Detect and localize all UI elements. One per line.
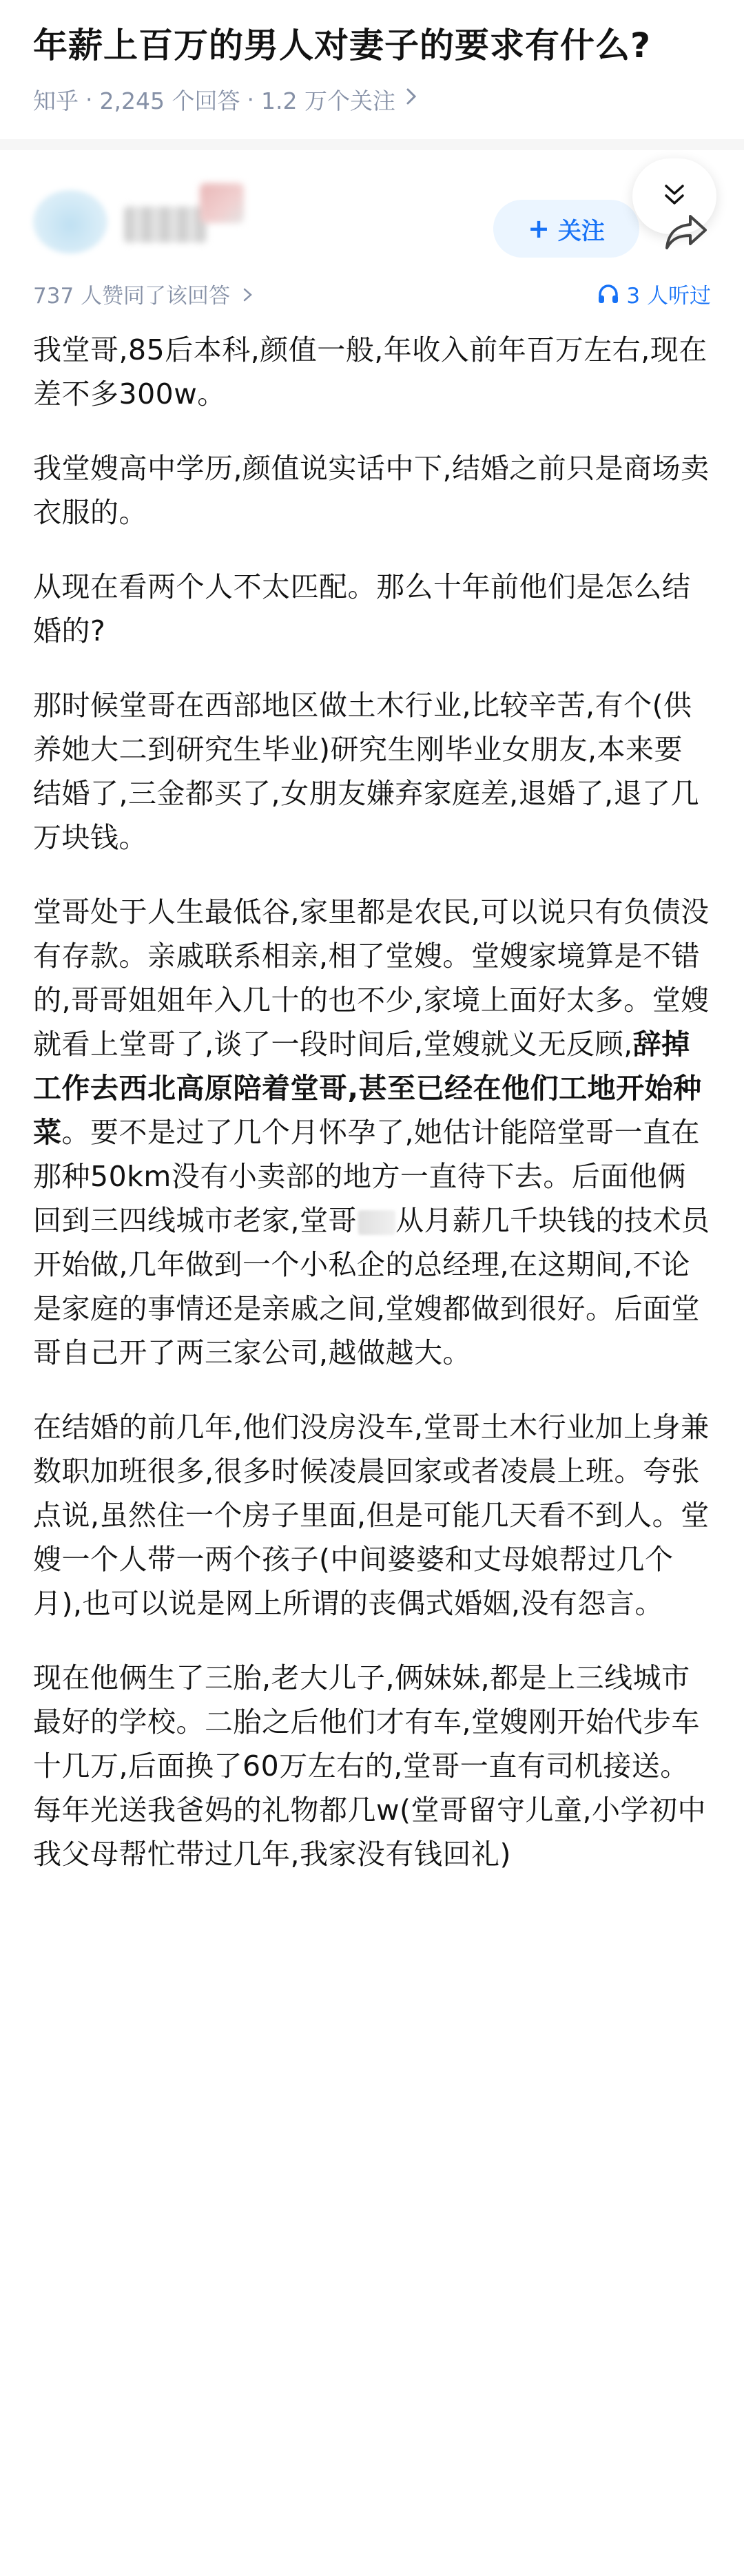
follower-count: 1.2 万个关注 (260, 87, 395, 114)
source-label: 知乎 (33, 87, 79, 114)
share-icon[interactable] (663, 211, 711, 252)
listen-count-text: 3 人听过 (626, 284, 711, 309)
answer-paragraph: 我堂哥,85后本科,颜值一般,年收入前年百万左右,现在差不多300w。 (33, 333, 707, 411)
section-divider (0, 139, 744, 150)
meta-separator: · (247, 85, 254, 113)
author-badge-blurred (200, 183, 244, 223)
answer-paragraph: 那时候堂哥在西部地区做土木行业,比较辛苦,有个(供养她大二到研究生毕业)研究生刚毕业女朋友,本来要结婚了,三金都买了,女朋友嫌弃家庭差,退婚了,退了几万块钱。 (33, 689, 700, 854)
answer-bold-text: 辞掉工作去西北高原陪着堂哥,甚至已经在他们工地开始种菜 (33, 1028, 702, 1149)
plus-icon: + (528, 214, 550, 244)
vote-count[interactable] (33, 278, 254, 309)
question-title[interactable]: 年薪上百万的男人对妻子的要求有什么? (33, 25, 652, 65)
answer-paragraph (33, 890, 711, 1375)
answer-count: 2,245 个回答 (99, 87, 240, 114)
chevron-right-icon (405, 87, 417, 112)
chevron-right-icon (242, 287, 254, 303)
answer-paragraph: 在结婚的前几年,他们没房没车,堂哥土木行业加上身兼数职加班很多,很多时候凌晨回家或者凌晨上班。夸张点说,虽然住一个房子里面,但是可能几天看不到人。堂嫂一个人带一两个孩子(中间婆婆和丈母娘帮过几个月),也可以说是网上所谓的丧偶式婚姻,没有怨言。 (33, 1411, 710, 1620)
answer-meta (0, 273, 744, 318)
author-bar (0, 150, 744, 274)
listen-count[interactable] (597, 278, 711, 309)
headphones-icon (597, 284, 619, 304)
question-meta[interactable] (33, 80, 711, 118)
vote-count-text: 737 人赞同了该回答 (33, 284, 231, 309)
answer-text: 堂哥处于人生最低谷,家里都是农民,可以说只有负债没有存款。亲戚联系相亲,相了堂嫂。堂嫂家境算是不错的,哥哥姐姐年入几十的也不少,家境上面好太多。堂嫂就看上堂哥了,谈了一段时间后,堂嫂就义无反顾, (33, 895, 710, 1061)
avatar[interactable] (33, 190, 107, 253)
answer-content (0, 328, 744, 1876)
follow-label: 关注 (557, 217, 605, 245)
meta-separator: · (85, 85, 93, 113)
answer-text: 从月薪几千块钱的技术员开始做,几年做到一个小私企的总经理,在这期间,不论是家庭的事情还是亲戚之间,堂嫂都做到很好。后面堂哥自己开了两三家公司,越做越大。 (33, 1204, 710, 1369)
watermark-blur (358, 1210, 395, 1235)
answer-text: 。要不是过了几个月怀孕了,她估计能陪堂哥一直在那种50km没有小卖部的地方一直待下去。后面他俩回到三四线城市老家,堂哥 (33, 1116, 701, 1237)
author-name-blurred[interactable] (124, 207, 207, 242)
follow-button[interactable] (493, 200, 639, 258)
answer-paragraph: 我堂嫂高中学历,颜值说实话中下,结婚之前只是商场卖衣服的。 (33, 452, 710, 529)
double-chevron-down-icon (663, 183, 686, 210)
answer-paragraph: 现在他俩生了三胎,老大儿子,俩妹妹,都是上三线城市最好的学校。二胎之后他们才有车,堂嫂刚开始代步车十几万,后面换了60万左右的,堂哥一直有司机接送。每年光送我爸妈的礼物都几w(堂哥留守儿童,小学初中我父母帮忙带过几年,我家没有钱回礼) (33, 1661, 707, 1871)
answer-paragraph: 从现在看两个人不太匹配。那么十年前他们是怎么结婚的? (33, 570, 691, 647)
question-header (0, 0, 744, 118)
